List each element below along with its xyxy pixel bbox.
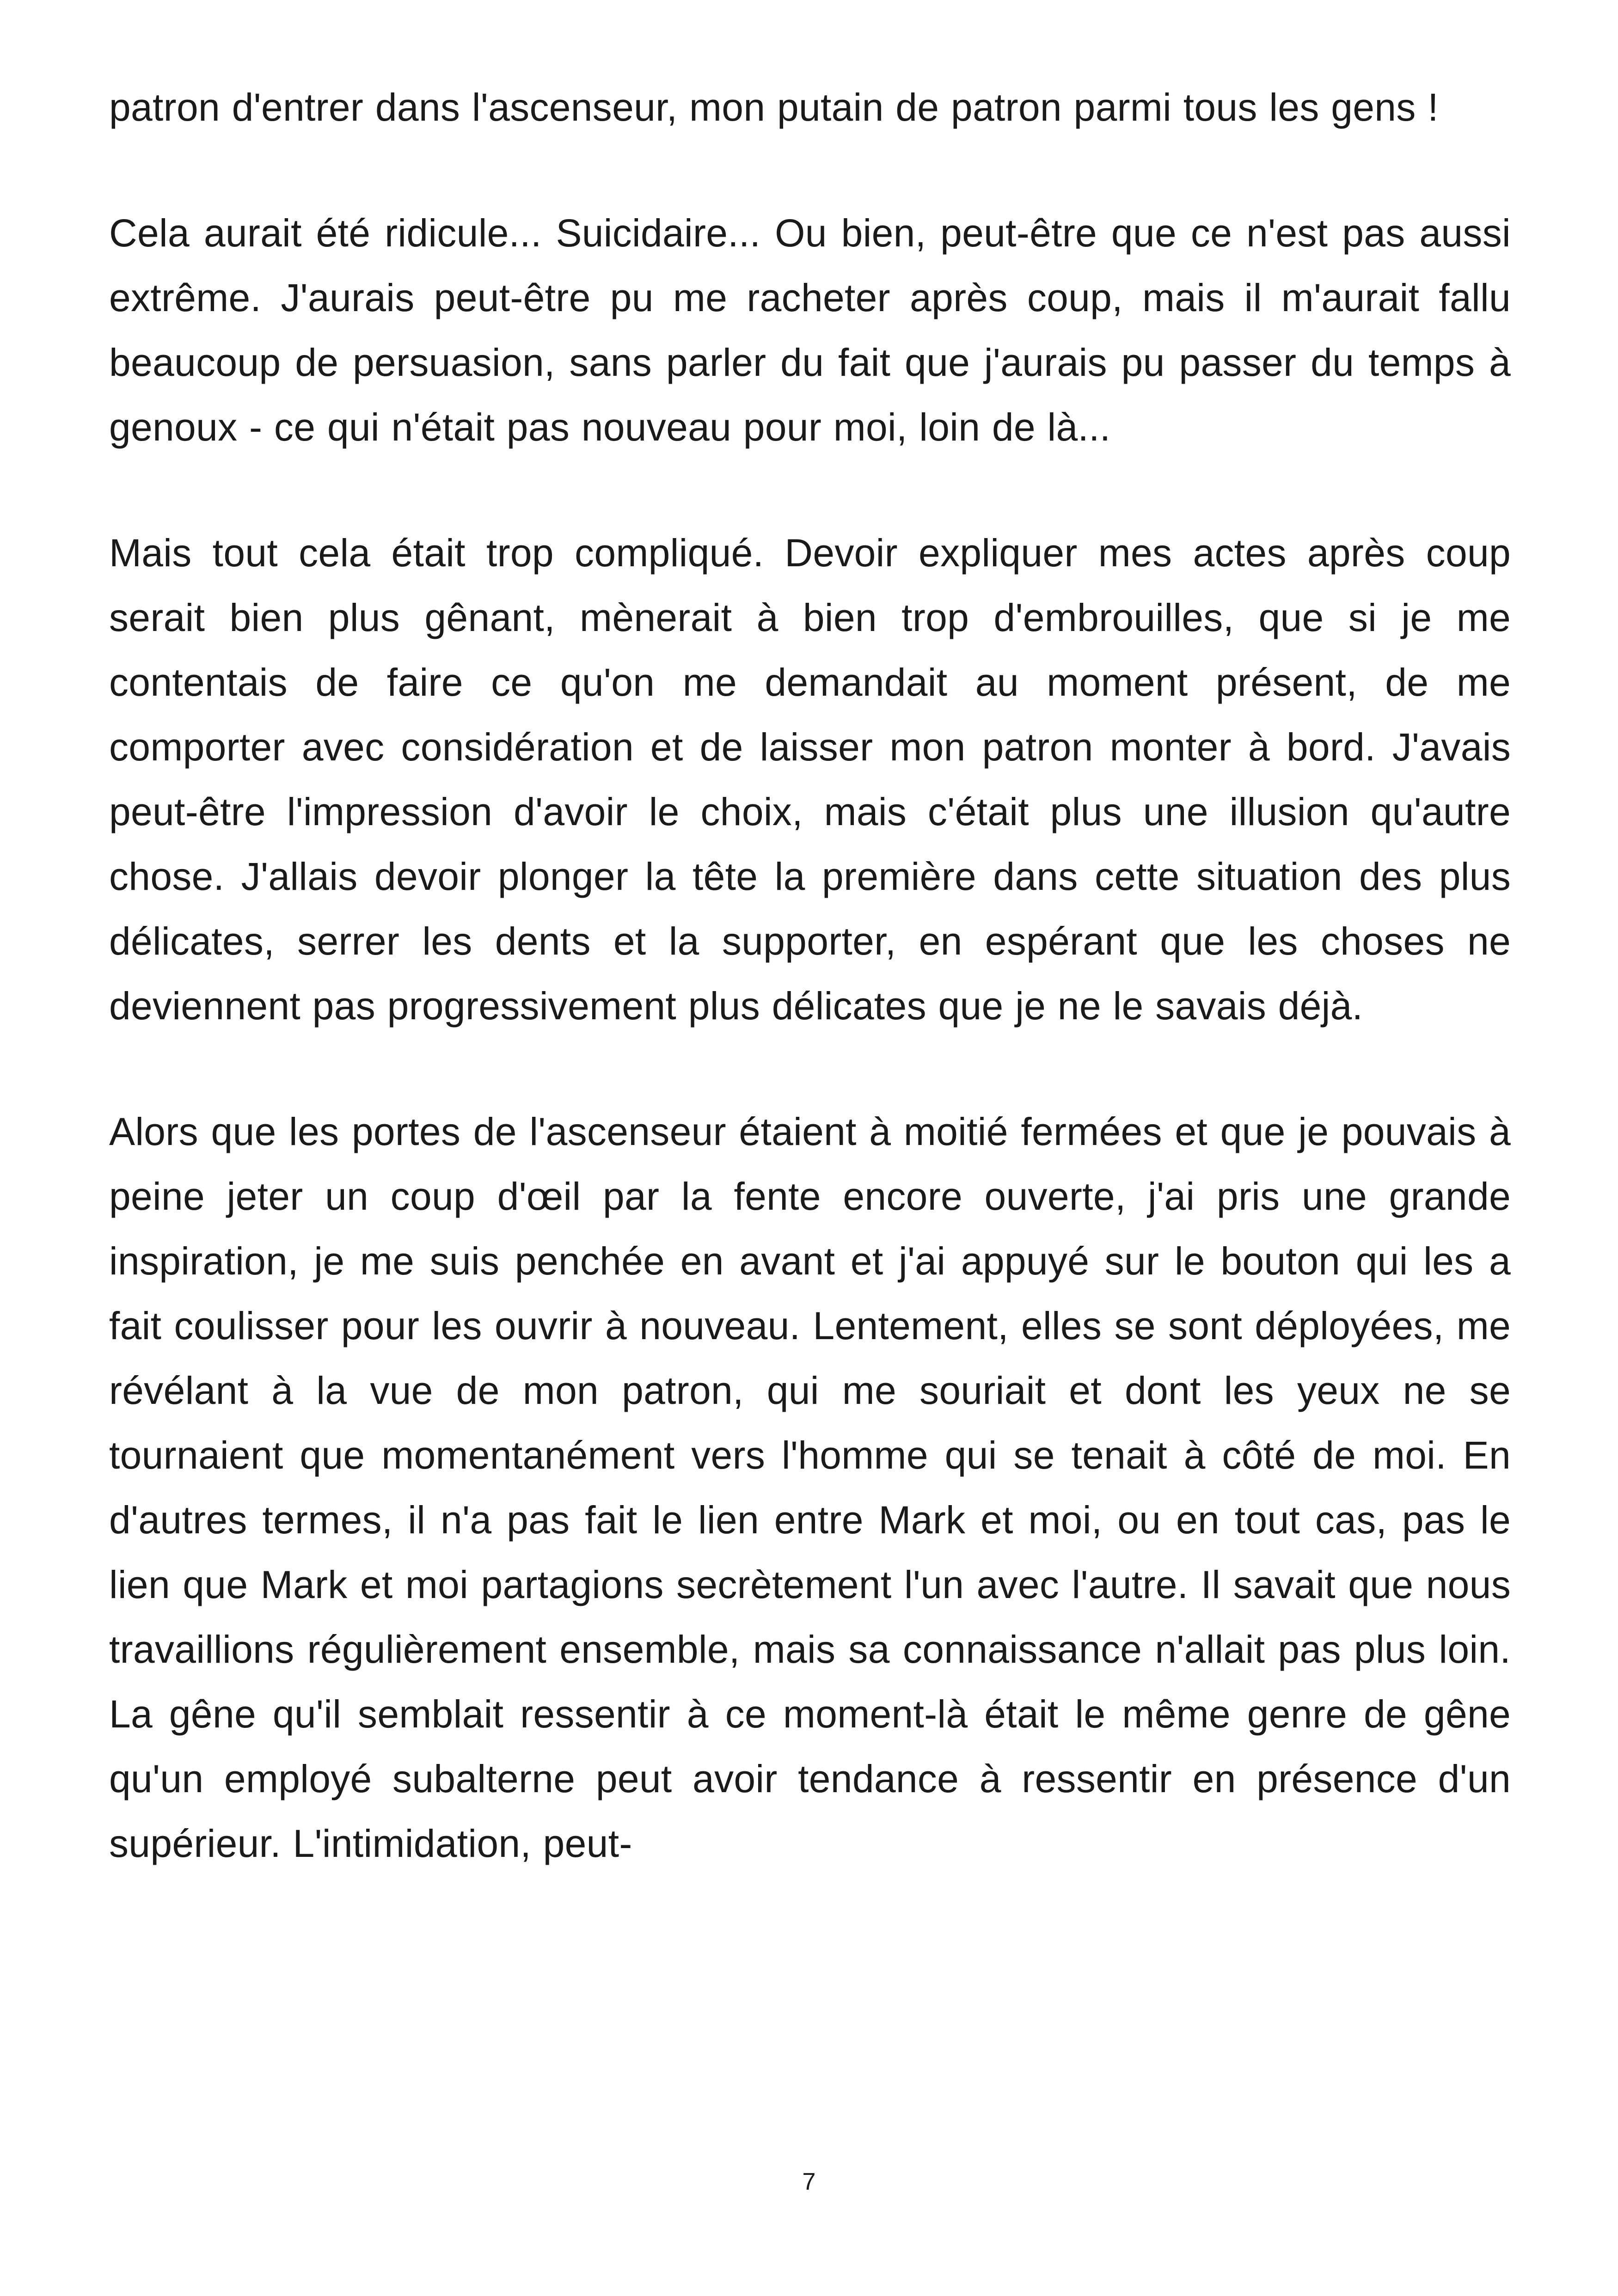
- paragraph-3: Mais tout cela était trop compliqué. Devoir expliquer mes actes après coup serait bien plus gênant, mènerait à bien trop d'embrouilles, que si je me contentais de faire ce qu'on me demandait au moment présent, de me comporter avec considération et de laisser mon patron monter à bord. J'avais peut-être l'impression d'avoir le choix, mais c'était plus une illusion qu'autre chose. J'allais devoir plonger la tête la première dans cette situation des plus délicates, serrer les dents et la supporter, en espérant que les choses ne deviennent pas progressivement plus délicates que je ne le savais déjà.: [109, 531, 1511, 1028]
- paragraph-2: Cela aurait été ridicule... Suicidaire... Ou bien, peut-être que ce n'est pas aussi extrême. J'aurais peut-être pu me racheter après coup, mais il m'aurait fallu beaucoup de persuasion, sans parler du fait que j'aurais pu passer du temps à genoux - ce qui n'était pas nouveau pour moi, loin de là...: [109, 211, 1511, 449]
- page-number: 7: [802, 2168, 816, 2195]
- body-text: [109, 75, 1511, 1876]
- paragraph-1: patron d'entrer dans l'ascenseur, mon putain de patron parmi tous les gens !: [109, 86, 1439, 129]
- paragraph-4: Alors que les portes de l'ascenseur étaient à moitié fermées et que je pouvais à peine jeter un coup d'œil par la fente encore ouverte, j'ai pris une grande inspiration, je me suis penchée en avant et j'ai appuyé sur le bouton qui les a fait coulisser pour les ouvrir à nouveau. Lentement, elles se sont déployées, me révélant à la vue de mon patron, qui me souriait et dont les yeux ne se tournaient que momentanément vers l'homme qui se tenait à côté de moi. En d'autres termes, il n'a pas fait le lien entre Mark et moi, ou en tout cas, pas le lien que Mark et moi partagions secrètement l'un avec l'autre. Il savait que nous travaillions régulièrement ensemble, mais sa connaissance n'allait pas plus loin. La gêne qu'il semblait ressentir à ce moment-là était le même genre de gêne qu'un employé subalterne peut avoir tendance à ressentir en présence d'un supérieur. L'intimidation, peut-: [109, 1110, 1511, 1865]
